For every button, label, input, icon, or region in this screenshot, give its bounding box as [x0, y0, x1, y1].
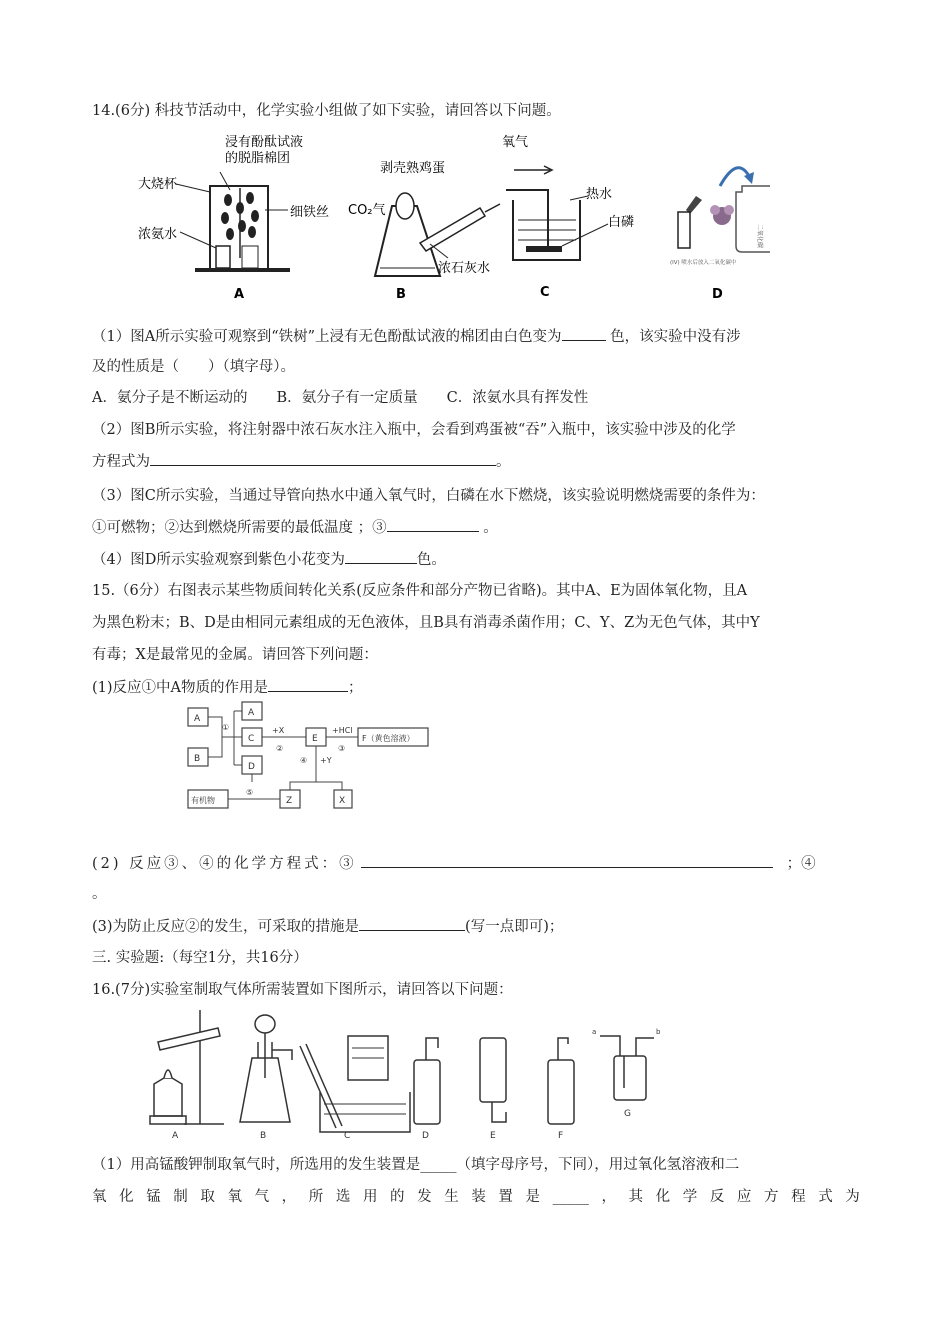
- q14-part1-text-b: 色，该实验中没有涉: [610, 329, 741, 345]
- apparatus-c-label: C: [344, 1131, 351, 1141]
- q15-relation-diagram: [182, 698, 432, 814]
- q14-options: A．氨分子是不断运动的 B．氨分子有一定质量 C．浓氨水具有挥发性: [92, 390, 589, 406]
- diagram-node-organic: 有机物: [191, 796, 215, 805]
- diagram-reaction-5: ⑤: [246, 788, 254, 797]
- ammonia-label: 浓氨水: [138, 227, 178, 242]
- q14-part2-blank: [150, 451, 496, 466]
- figure-d-letter: D: [712, 287, 723, 302]
- figure-a-letter: A: [234, 287, 245, 302]
- q14-part1-text-a: （1）图A所示实验可观察到“铁树”上浸有无色酚酞试液的棉团由白色变为: [92, 329, 562, 345]
- diagram-node-d: D: [248, 762, 255, 772]
- q16-part1-line1: （1）用高锰酸钾制取氧气时，所选用的发生装置是_____（填字母序号，下同），用过氧化氢溶液和二: [92, 1157, 740, 1173]
- apparatus-d-label: D: [422, 1131, 429, 1141]
- diagram-plus-x: +X: [272, 726, 285, 735]
- figure-c-beaker-apparatus: [502, 135, 634, 300]
- egg-label: 剥壳熟鸡蛋: [380, 161, 446, 176]
- q14-part2-line1: （2）图B所示实验，将注射器中浓石灰水注入瓶中，会看到鸡蛋被“吞”入瓶中，该实验中涉及的化学: [92, 422, 736, 438]
- beaker-label: 大烧杯: [138, 177, 178, 192]
- q14-part4-text-b: 色。: [416, 552, 446, 568]
- wire-label: 细铁丝: [290, 205, 330, 220]
- q14-part2-text: 方程式为: [92, 454, 150, 470]
- section-3-heading: 三. 实验题:（每空1分，共16分）: [92, 950, 308, 966]
- figure-a-beaker-apparatus: [138, 134, 329, 302]
- q15-part1-blank: [268, 677, 348, 692]
- d-jar-label: 二氧化碳: [756, 224, 763, 249]
- q16-part1-text-a: （1）用高锰酸钾制取氧气时，所选用的发生装置是: [92, 1157, 421, 1173]
- q14-part4-text-a: （4）图D所示实验观察到紫色小花变为: [92, 552, 345, 568]
- q14-part1-line1: [92, 326, 741, 347]
- q14-part1-line2: 及的性质是（ ）（填字母）。: [92, 359, 295, 375]
- oxygen-label: 氧气: [502, 135, 529, 150]
- q14-part4-blank: [345, 549, 417, 564]
- co2-label: CO₂气: [348, 203, 386, 218]
- diagram-reaction-3: ③: [338, 744, 346, 753]
- q15-part3-blank: [359, 916, 465, 931]
- q15-line3: 有毒；X是最常见的金属。请回答下列问题：: [92, 647, 378, 663]
- q15-part3: [92, 916, 563, 937]
- apparatus-g-port-a: a: [592, 1028, 597, 1036]
- diagram-node-x: X: [339, 796, 346, 806]
- apparatus-a-label: A: [172, 1131, 179, 1141]
- figure-d-flower-apparatus: [670, 168, 770, 302]
- diagram-reaction-2: ②: [276, 744, 284, 753]
- q15-part2-text-b: ；④: [786, 856, 816, 872]
- apparatus-f-label: F: [558, 1131, 564, 1141]
- lime-label: 浓石灰水: [438, 261, 491, 276]
- q16-apparatus-figure: [140, 1008, 680, 1144]
- q15-part3-text-a: (3)为防止反应②的发生，可采取的措施是: [92, 919, 360, 935]
- diagram-node-a2: A: [248, 708, 255, 718]
- q15-part2-line2: 。: [92, 886, 107, 902]
- q14-part2-line2: 方程式为 。: [92, 451, 511, 472]
- diagram-node-b: B: [194, 754, 201, 764]
- q14-title: 14.(6分) 科技节活动中，化学实验小组做了如下实验，请回答以下问题。: [92, 103, 561, 119]
- apparatus-g-label: G: [624, 1109, 631, 1119]
- phosphorus-label: 白磷: [608, 215, 635, 230]
- q14-part3-text: ①可燃物；②达到燃烧所需要的最低温度 ；③: [92, 520, 387, 536]
- diagram-reaction-4: ④: [300, 756, 308, 765]
- q15-line2: 为黑色粉末；B、D是由相同元素组成的无色液体，且B具有消毒杀菌作用；C、Y、Z为无色气体，其中Y: [92, 615, 760, 631]
- diagram-node-f: F（黄色溶液）: [362, 734, 415, 743]
- q14-part3-line1: （3）图C所示实验，当通过导管向热水中通入氧气时，白磷在水下燃烧，该实验说明燃烧需要的条件为：: [92, 488, 765, 504]
- q14-part1-blank: [562, 326, 606, 341]
- q16-part1-line2: 氧 化 锰 制 取 氧 气 ， 所 选 用 的 发 生 装 置 是 _____ ， 其 化 学 反 应 方 程 式 为: [92, 1189, 860, 1205]
- q15-part3-text-b: (写一点即可)；: [465, 919, 564, 935]
- figure-b-flask-apparatus: [348, 160, 500, 302]
- figure-b-letter: B: [396, 287, 406, 302]
- q15-part1: (1)反应①中A物质的作用是 ；: [92, 677, 363, 698]
- diagram-node-c: C: [248, 734, 255, 744]
- hotwater-label: 热水: [586, 187, 613, 202]
- figure-c-letter: C: [540, 285, 550, 300]
- cotton-label-1: 浸有酚酞试液: [225, 135, 304, 150]
- apparatus-b-label: B: [260, 1131, 267, 1141]
- apparatus-e-label: E: [490, 1131, 496, 1141]
- q15-part2-blank: [361, 853, 773, 868]
- q15-part1-text: (1)反应①中A物质的作用是: [92, 680, 269, 696]
- q14-part3-blank: [387, 517, 479, 532]
- diagram-node-z: Z: [286, 796, 293, 806]
- q16-title: 16.(7分)实验室制取气体所需装置如下图所示，请回答以下问题：: [92, 982, 513, 998]
- q16-part1-text-b: （填字母序号，下同），用过氧化氢溶液和二: [456, 1157, 740, 1173]
- q14-figure: [130, 128, 770, 308]
- diagram-plus-hcl: +HCl: [332, 726, 353, 735]
- cotton-label-2: 的脱脂棉团: [225, 151, 291, 166]
- diagram-node-e: E: [312, 734, 318, 744]
- q14-part4: [92, 549, 446, 570]
- diagram-reaction-1: ①: [222, 723, 230, 732]
- d-caption: (IV) 喷水后放入二氧化碳中: [670, 260, 737, 266]
- diagram-plus-y: +Y: [320, 756, 332, 765]
- q15-part2-text-a: (2) 反应③、④的化学方程式：③: [92, 856, 357, 872]
- q14-part3-line2: ①可燃物；②达到燃烧所需要的最低温度 ；③ 。: [92, 517, 498, 538]
- q15-line1: 15.（6分）右图表示某些物质间转化关系(反应条件和部分产物已省略)。其中A、E为固体氧化物，且A: [92, 583, 748, 599]
- q15-part2-line1: [92, 853, 816, 874]
- apparatus-g-port-b: b: [656, 1028, 661, 1036]
- diagram-node-a: A: [194, 714, 201, 724]
